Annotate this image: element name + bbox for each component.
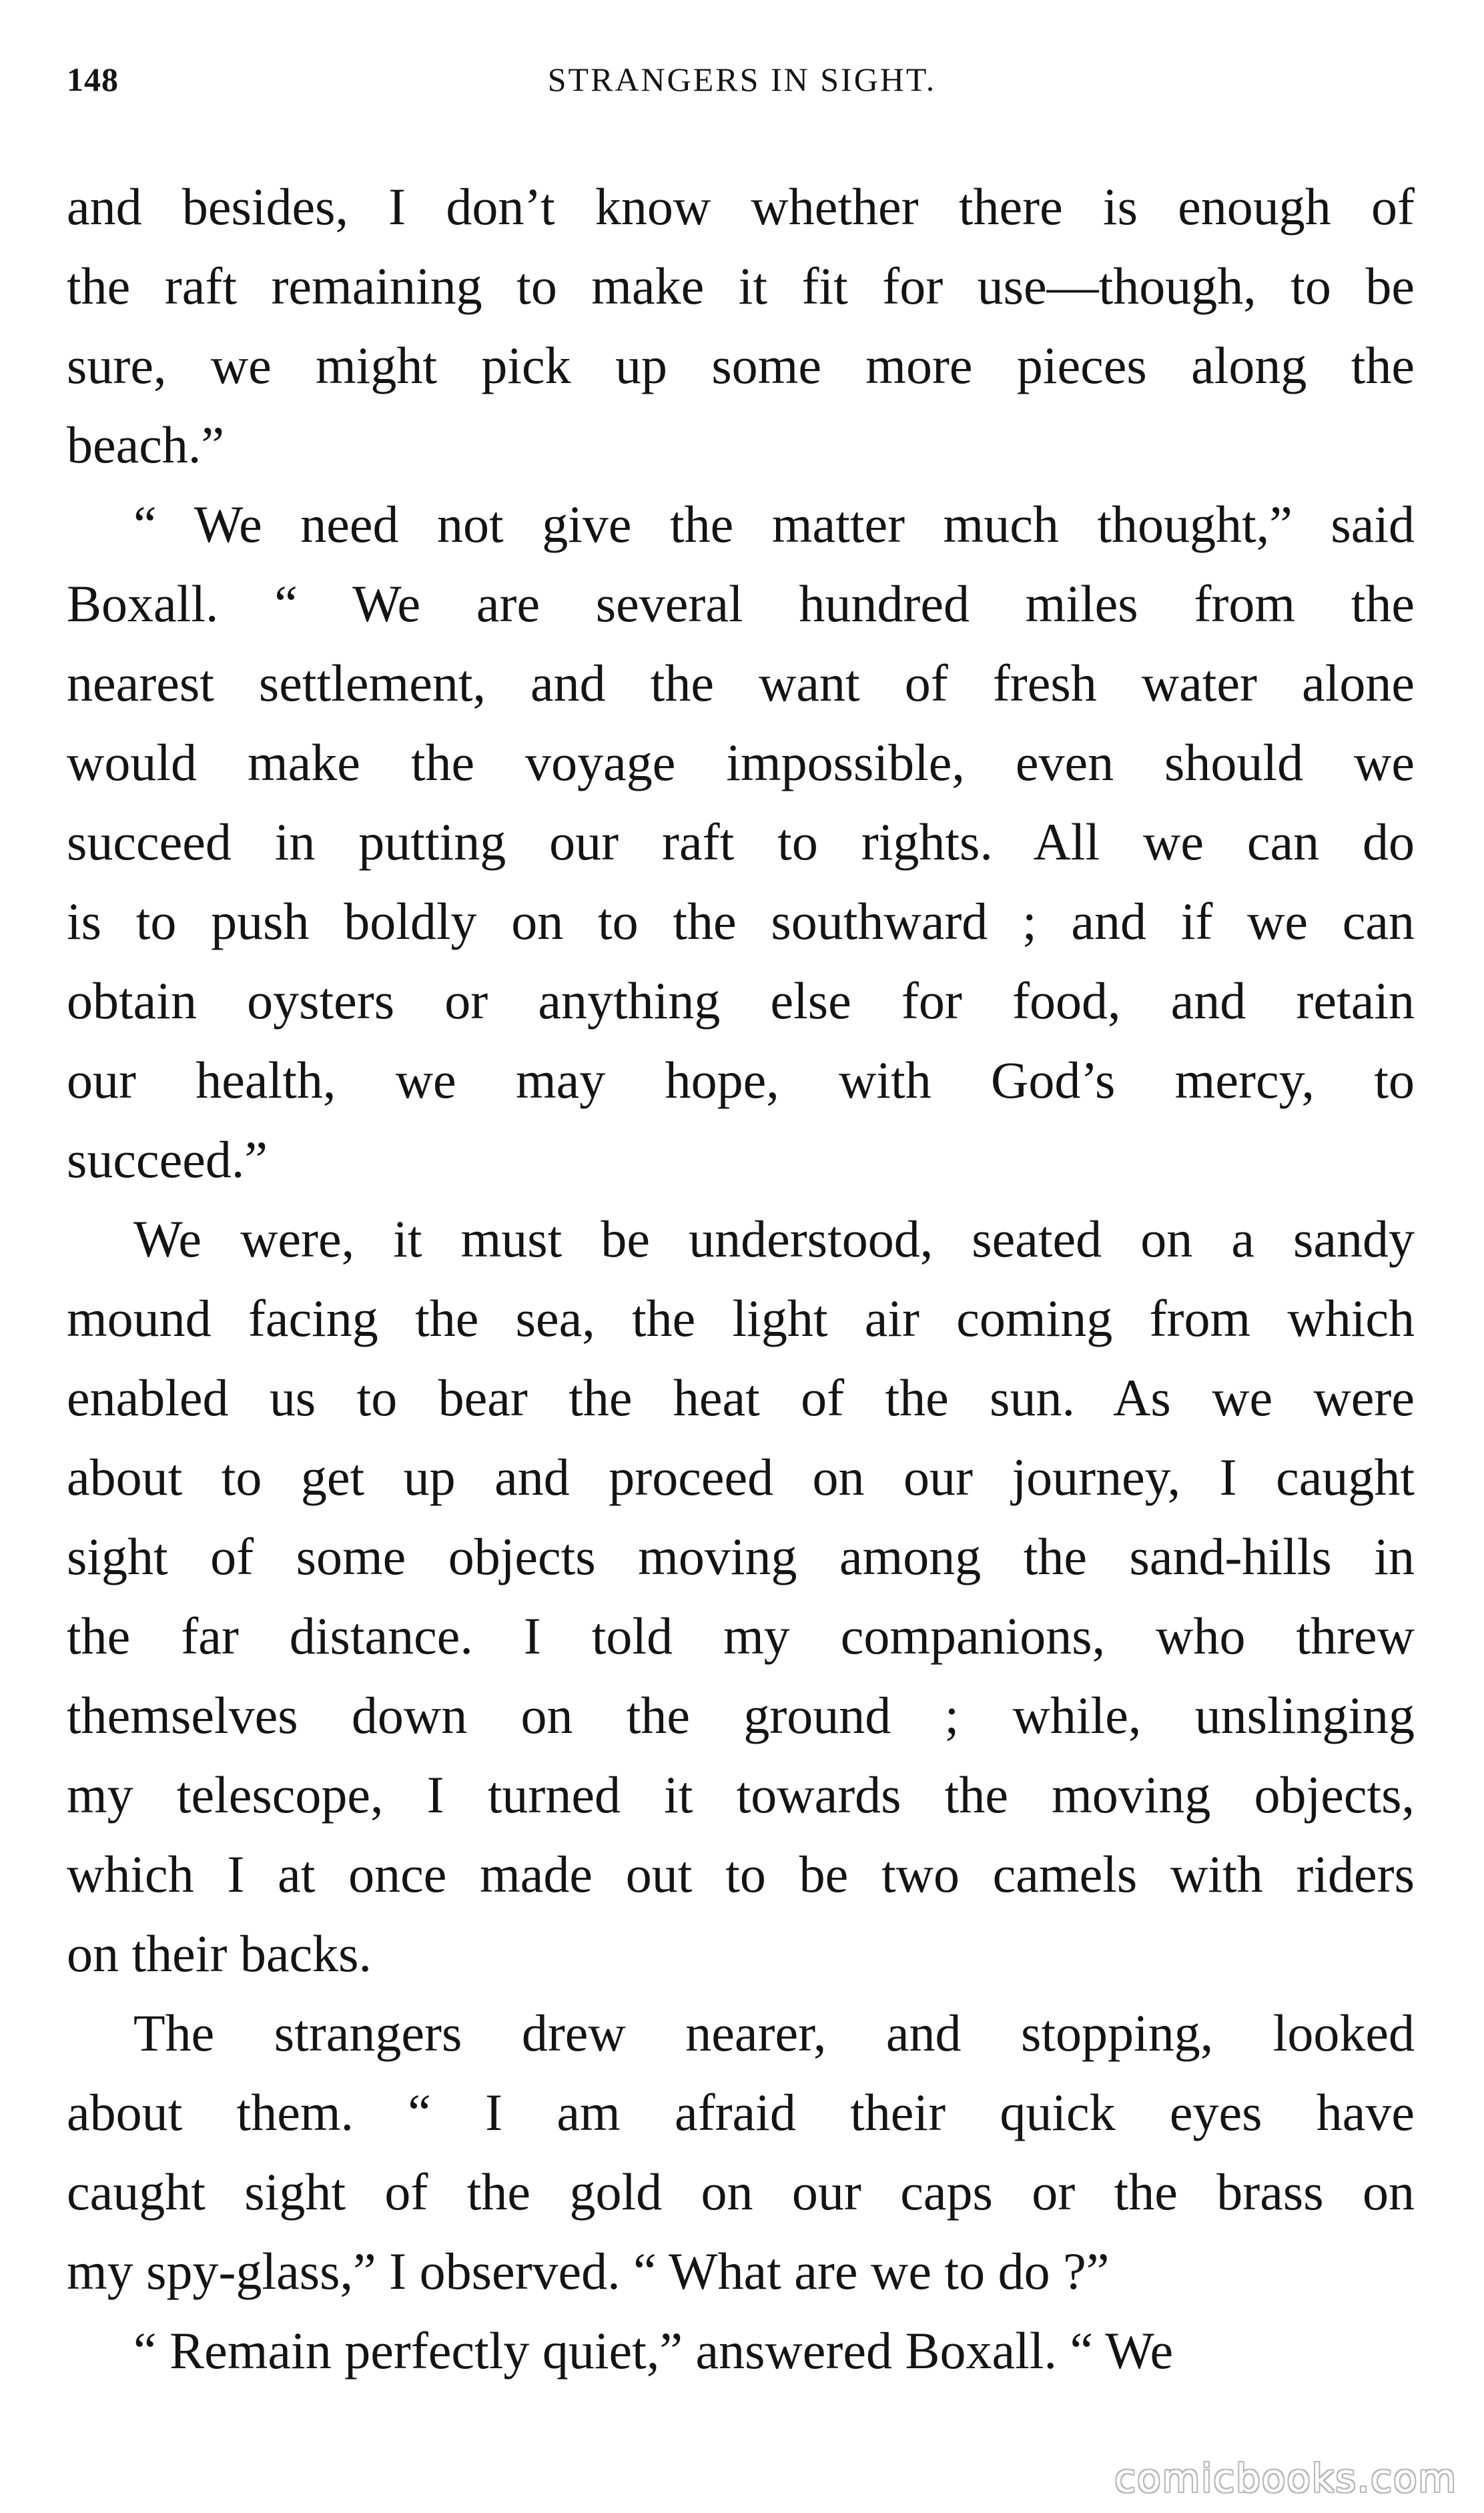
- text-line: my telescope, I turned it towards the moving objects,: [67, 1766, 1415, 1824]
- text-line: succeed.”: [67, 1130, 268, 1188]
- paragraph: [67, 484, 1415, 1199]
- paragraph: [67, 1199, 1415, 1993]
- text-line: succeed in putting our raft to rights. All we can do: [67, 813, 1415, 871]
- paragraph: [67, 2311, 1415, 2390]
- text-line: would make the voyage impossible, even should we: [67, 733, 1415, 791]
- text-line: on their backs.: [67, 1924, 372, 1983]
- text-line: about to get up and proceed on our journey, I caught: [67, 1448, 1415, 1506]
- text-line: nearest settlement, and the want of fresh water alone: [67, 654, 1415, 712]
- text-line: my spy-glass,” I observed. “ What are we to do ?”: [67, 2242, 1110, 2300]
- text-line: The strangers drew nearer, and stopping, looked: [133, 2004, 1415, 2062]
- text-line: themselves down on the ground ; while, unslinging: [67, 1686, 1415, 1744]
- watermark: comicbooks.com: [1114, 2456, 1457, 2501]
- text-line: caught sight of the gold on our caps or the brass on: [67, 2163, 1415, 2221]
- text-line: We were, it must be understood, seated on a sandy: [133, 1210, 1415, 1268]
- paragraph: [67, 1993, 1415, 2311]
- running-title: STRANGERS IN SIGHT.: [547, 61, 937, 98]
- text-line: obtain oysters or anything else for food, and retain: [67, 972, 1415, 1030]
- text-line: and besides, I don’t know whether there is enough of: [67, 177, 1415, 236]
- text-line: our health, we may hope, with God’s mercy, to: [67, 1051, 1415, 1109]
- text-line: which I at once made out to be two camels with riders: [67, 1845, 1415, 1903]
- text-line: the far distance. I told my companions, who threw: [67, 1607, 1415, 1665]
- text-line: mound facing the sea, the light air coming from which: [67, 1289, 1415, 1347]
- text-line: enabled us to bear the heat of the sun. As we were: [67, 1369, 1415, 1427]
- text-line: “ We need not give the matter much thought,” said: [133, 495, 1415, 553]
- text-line: “ Remain perfectly quiet,” answered Boxall. “ We: [133, 2321, 1174, 2380]
- body-text: [67, 167, 1415, 2390]
- text-line: sure, we might pick up some more pieces along the: [67, 336, 1415, 394]
- text-line: sight of some objects moving among the sand-hills in: [67, 1527, 1415, 1585]
- page-header: [0, 60, 1484, 113]
- text-line: Boxall. “ We are several hundred miles from the: [67, 575, 1415, 633]
- text-line: the raft remaining to make it fit for use—though, to be: [67, 257, 1415, 315]
- text-line: beach.”: [67, 416, 224, 474]
- text-line: about them. “ I am afraid their quick eyes have: [67, 2083, 1415, 2141]
- paragraph: [67, 167, 1415, 484]
- page-number: 148: [67, 61, 119, 98]
- text-line: is to push boldly on to the southward ; and if we can: [67, 892, 1415, 950]
